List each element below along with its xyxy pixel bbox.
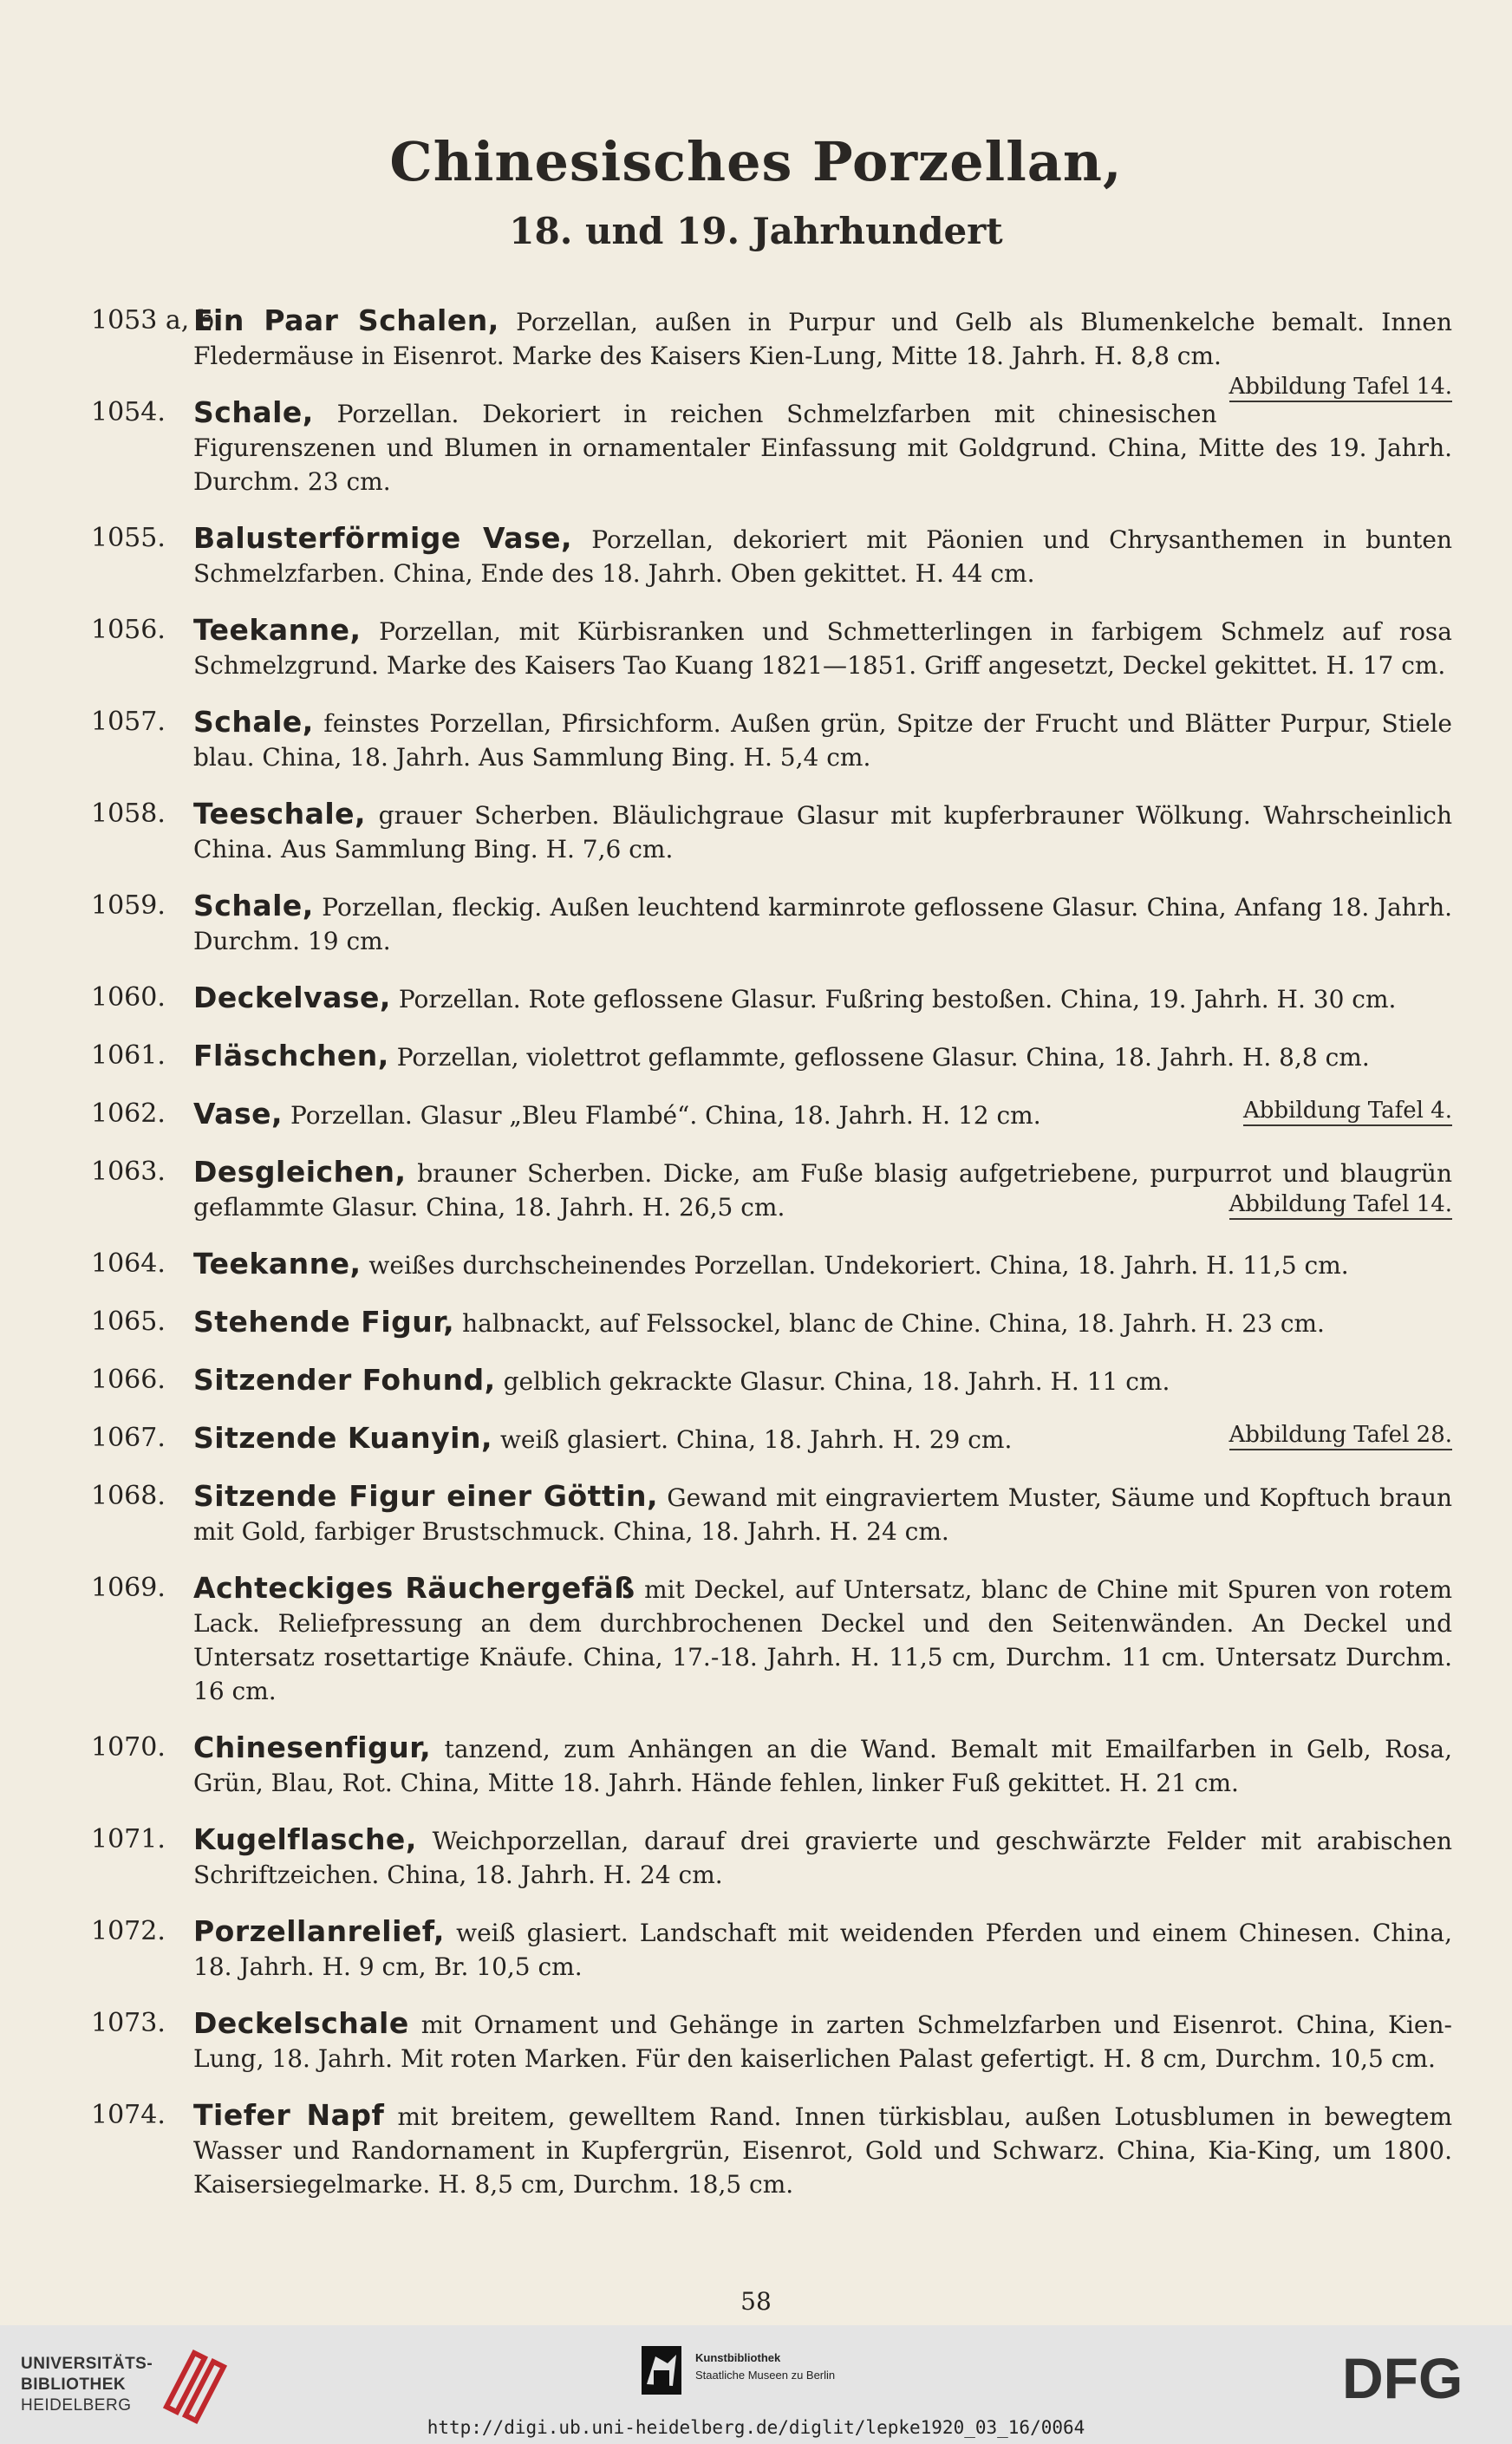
entry-name: Ein Paar Schalen,	[193, 303, 499, 337]
entry-name: Sitzende Kuanyin,	[193, 1421, 493, 1455]
catalog-entry	[91, 613, 1452, 682]
catalog-entry	[91, 797, 1452, 866]
catalog-entry	[91, 2006, 1452, 2076]
entry-number: 1053 a, b.	[91, 305, 223, 336]
ub-heidelberg-logo[interactable]	[21, 2343, 229, 2429]
catalog-entry	[91, 521, 1452, 590]
entry-name: Achteckiges Räuchergefäß	[193, 1571, 635, 1605]
catalog-entry	[91, 395, 1452, 499]
catalog-entry	[91, 1421, 1452, 1457]
page-subtitle: 18. und 19. Jahrhundert	[509, 210, 1003, 252]
entry-number: 1074.	[91, 2100, 166, 2130]
kb-line-2: Staatliche Museen zu Berlin	[695, 2369, 836, 2382]
entry-description: gelblich gekrackte Glasur. China, 18. Jahrh. H. 11 cm.	[503, 1367, 1170, 1396]
entry-name: Desgleichen,	[193, 1155, 407, 1189]
page-title: Chinesisches Porzellan,	[389, 130, 1123, 193]
catalog-entry	[91, 2098, 1452, 2201]
entry-description: brauner Scherben. Dicke, am Fuße blasig aufgetriebene, purpurrot und blaugrün geflammte Glasur. China, 18. Jahrh. H. 26,5 cm.	[193, 1159, 1452, 1222]
entry-description: weiß glasiert. China, 18. Jahrh. H. 29 cm.	[499, 1425, 1013, 1454]
entry-name: Schale,	[193, 705, 314, 739]
plate-reference: Abbildung Tafel 4.	[1243, 1097, 1452, 1126]
entry-number: 1064.	[91, 1248, 166, 1279]
entry-description: Porzellan, dekoriert mit Päonien und Chrysanthemen in bunten Schmelzfarben. China, Ende des 18. Jahrh. Oben gekittet. H. 44 cm.	[193, 525, 1453, 588]
entry-name: Schale,	[193, 395, 314, 429]
catalog-entry	[91, 705, 1452, 774]
entry-description: Gewand mit eingraviertem Muster, Säume und Kopftuch braun mit Gold, farbiger Brustschmuck. China, 18. Jahrh. H. 24 cm.	[193, 1483, 1453, 1546]
kb-eagle-icon	[642, 2346, 681, 2395]
catalog-entry	[91, 889, 1452, 958]
entry-number: 1059.	[91, 890, 166, 921]
entry-description: mit Deckel, auf Untersatz, blanc de Chine mit Spuren von rotem Lack. Reliefpressung an dem durchbrochenen Deckel und den Seitenwänden. An Deckel und Untersatz rosettartige Knäufe. China, 17.-18. Jahrh. H. 11,5 cm, Durchm. 11 cm. Untersatz Durchm. 16 cm.	[193, 1575, 1452, 1705]
entry-number: 1061.	[91, 1040, 166, 1071]
permalink-url[interactable]: http://digi.ub.uni-heidelberg.de/diglit/lepke1920_03_16/0064	[427, 2417, 1085, 2438]
footer-bar	[0, 2325, 1512, 2444]
catalog-entry	[91, 303, 1452, 400]
entry-description: mit breitem, gewelltem Rand. Innen türkisblau, außen Lotusblumen in bewegtem Wasser und Randornament in Kupfergrün, Eisenrot, Gold und Schwarz. China, Kia-King, um 1800. Kaisersiegelmarke. H. 8,5 cm, Durchm. 18,5 cm.	[193, 2102, 1452, 2199]
entry-description: Porzellan. Rote geflossene Glasur. Fußring bestoßen. China, 19. Jahrh. H. 30 cm.	[398, 985, 1397, 1013]
entry-number: 1062.	[91, 1098, 166, 1129]
entry-name: Kugelflasche,	[193, 1822, 417, 1856]
entry-name: Balusterförmige Vase,	[193, 521, 573, 555]
entry-name: Sitzender Fohund,	[193, 1363, 496, 1397]
entry-number: 1058.	[91, 798, 166, 829]
entry-name: Vase,	[193, 1097, 284, 1131]
entry-name: Sitzende Figur einer Göttin,	[193, 1479, 659, 1513]
catalog-entry	[91, 1914, 1452, 1984]
page-number: 58	[740, 2287, 772, 2316]
entry-number: 1072.	[91, 1916, 166, 1946]
entry-name: Deckelschale	[193, 2006, 409, 2040]
entry-number: 1063.	[91, 1157, 166, 1187]
entry-number: 1071.	[91, 1824, 166, 1854]
catalog-entry	[91, 1571, 1452, 1708]
entry-description: mit Ornament und Gehänge in zarten Schmelzfarben und Eisenrot. China, Kien-Lung, 18. Jahrh. Mit roten Marken. Für den kaiserlichen Palast gefertigt. H. 8 cm, Durchm. 10,5 cm.	[193, 2011, 1452, 2073]
entry-number: 1054.	[91, 397, 166, 427]
entry-description: Porzellan. Dekoriert in reichen Schmelzfarben mit chinesischen Figurenszenen und Blumen in ornamentaler Einfassung mit Goldgrund. China, Mitte des 19. Jahrh. Durchm. 23 cm.	[193, 400, 1452, 496]
entry-name: Fläschchen,	[193, 1039, 389, 1072]
entry-number: 1065.	[91, 1307, 166, 1337]
entry-name: Teekanne,	[193, 1247, 362, 1281]
entry-name: Teeschale,	[193, 797, 367, 831]
plate-reference: Abbildung Tafel 14.	[1229, 373, 1453, 402]
entry-description: halbnackt, auf Felssockel, blanc de Chine. China, 18. Jahrh. H. 23 cm.	[462, 1309, 1325, 1338]
catalog-entry	[91, 1097, 1452, 1132]
dfg-text: DFG	[1342, 2348, 1463, 2408]
entry-number: 1060.	[91, 982, 166, 1013]
entry-number: 1069.	[91, 1573, 166, 1603]
entry-description: grauer Scherben. Bläulichgraue Glasur mit kupferbrauner Wölkung. Wahrscheinlich China. Aus Sammlung Bing. H. 7,6 cm.	[193, 801, 1452, 864]
plate-reference: Abbildung Tafel 14.	[1229, 1190, 1453, 1220]
entry-description: tanzend, zum Anhängen an die Wand. Bemalt mit Emailfarben in Gelb, Rosa, Grün, Blau, Rot. China, Mitte 18. Jahrh. Hände fehlen, linker Fuß gekittet. H. 21 cm.	[193, 1735, 1452, 1797]
entry-description: Weichporzellan, darauf drei gravierte und geschwärzte Felder mit arabischen Schriftzeichen. China, 18. Jahrh. H. 24 cm.	[193, 1827, 1452, 1889]
entry-name: Teekanne,	[193, 613, 362, 647]
kunstbibliothek-logo[interactable]	[642, 2346, 902, 2398]
catalog-entry	[91, 1039, 1452, 1074]
entry-description: weiß glasiert. Landschaft mit weidenden Pferden und einem Chinesen. China, 18. Jahrh. H. 9 cm, Br. 10,5 cm.	[193, 1919, 1453, 1981]
ub-book-icon	[160, 2346, 229, 2424]
entry-number: 1067.	[91, 1423, 166, 1453]
entry-number: 1056.	[91, 615, 166, 645]
entry-description: weißes durchscheinendes Porzellan. Undekoriert. China, 18. Jahrh. H. 11,5 cm.	[368, 1251, 1349, 1280]
library-line-3: HEIDELBERG	[21, 2396, 132, 2415]
entry-name: Tiefer Napf	[193, 2098, 385, 2132]
catalog-entries	[91, 303, 1452, 2224]
entry-name: Deckelvase,	[193, 981, 391, 1014]
entry-description: Porzellan, fleckig. Außen leuchtend karminrote geflossene Glasur. China, Anfang 18. Jahrh. Durchm. 19 cm.	[193, 893, 1452, 955]
library-line-2: BIBLIOTHEK	[21, 2376, 127, 2394]
kb-line-1: Kunstbibliothek	[695, 2351, 781, 2364]
catalog-entry	[91, 1730, 1452, 1800]
catalog-entry	[91, 981, 1452, 1016]
entry-description: Porzellan, violettrot geflammte, geflossene Glasur. China, 18. Jahrh. H. 8,8 cm.	[396, 1043, 1370, 1072]
entry-name: Schale,	[193, 889, 314, 922]
catalog-entry	[91, 1305, 1452, 1340]
entry-description: feinstes Porzellan, Pfirsichform. Außen grün, Spitze der Frucht und Blätter Purpur, Stiele blau. China, 18. Jahrh. Aus Sammlung Bing. H. 5,4 cm.	[193, 709, 1452, 772]
entry-description: Porzellan. Glasur „Bleu Flambé“. China, 18. Jahrh. H. 12 cm.	[290, 1101, 1041, 1130]
entry-description: Porzellan, außen in Purpur und Gelb als Blumenkelche bemalt. Innen Fledermäuse in Eisenrot. Marke des Kaisers Kien-Lung, Mitte 18. Jahrh. H. 8,8 cm.	[193, 308, 1452, 370]
entry-number: 1073.	[91, 2008, 166, 2038]
entry-description: Porzellan, mit Kürbisranken und Schmetterlingen in farbigem Schmelz auf rosa Schmelzgrund. Marke des Kaisers Tao Kuang 1821—1851. Griff angesetzt, Deckel gekittet. H. 17 cm.	[193, 617, 1452, 680]
entry-number: 1066.	[91, 1365, 166, 1395]
entry-name: Porzellanrelief,	[193, 1914, 445, 1948]
entry-number: 1070.	[91, 1732, 166, 1763]
catalog-entry	[91, 1822, 1452, 1892]
catalog-entry	[91, 1363, 1452, 1398]
catalog-entry	[91, 1155, 1452, 1224]
catalog-entry	[91, 1247, 1452, 1282]
library-line-1: UNIVERSITÄTS-	[21, 2355, 153, 2373]
entry-number: 1055.	[91, 523, 166, 553]
entry-number: 1057.	[91, 707, 166, 737]
entry-name: Chinesenfigur,	[193, 1730, 432, 1764]
catalog-entry	[91, 1479, 1452, 1548]
dfg-logo[interactable]	[1342, 2348, 1489, 2408]
entry-number: 1068.	[91, 1481, 166, 1511]
plate-reference: Abbildung Tafel 28.	[1229, 1421, 1453, 1450]
entry-name: Stehende Figur,	[193, 1305, 455, 1339]
